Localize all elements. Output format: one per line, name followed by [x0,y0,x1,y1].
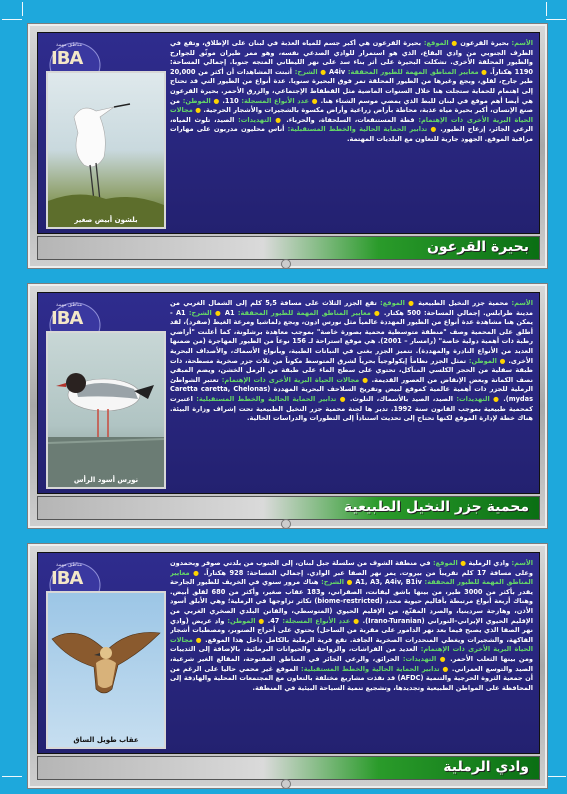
bullet-dot: ● [496,356,506,365]
bullet-dot: ● [489,394,500,403]
bullet-dot: ● [192,106,202,115]
bullet-dot: ● [448,39,458,47]
crop-mark [546,2,547,16]
crop-mark [2,776,22,777]
field-text: قطة المستنقعات، السلحفاة، والحرباء. [282,115,415,124]
bullet-dot: ● [350,616,360,625]
field-label: مجالات الحياة البرية الأخرى ذات الإهتمام: [170,106,533,124]
title-bar [37,236,540,260]
field-label: تدابير الحماية الحالية والخطط المستقبلية: [192,394,337,403]
field-text: أناس محليون مدربون على مهارات مراقبة الموقع. الجهود جارية للتعاون مع البلديات المهتمة. [170,125,533,143]
crop-mark [546,19,566,20]
bird-photo [46,71,166,229]
registration-mark [281,779,291,789]
field-label: عدد الأنواع المسجلة: [238,96,309,105]
card-palm-islands [27,283,548,529]
card-qaraoun-lake [27,23,548,269]
field-text: تقع الجزر الثلاث على مسافة 5,5 كلم إلى الشمال الغربي من مدينة طرابلس. إجمالي المساحة: 500 هكتار. [170,299,533,317]
registration-mark [281,259,291,269]
field-label: تدابير الحماية الحالية والخطط المستقبلية: [298,664,440,673]
bullet-dot: ● [271,115,283,124]
bird-photo [46,591,166,749]
field-text: A1 [221,308,235,317]
field-label: الشرح: [292,67,318,76]
field-text: الموقع غير محمي حاليا على الرغم من أن جمعية الثروة الحرجية والتنمية (AFDC) قد نفذت مشاريع مختلفة بالتعاون مع المجتمعات المحلية والهادفة إلى المحافظة على المواطن الطبيعية وتجديدها، وتشجيع تنمية السياحة البيئية في المنطقة. [170,664,533,692]
logo-line-1: مناطق مهمة [56,302,83,308]
card-wadi-ramliyeh [27,543,548,789]
field-text: A4iv [326,67,346,76]
logo-line-1: مناطق مهمة [56,42,83,48]
crop-mark [2,19,22,20]
field-label: الموقع: [421,39,449,47]
bullet-dot: ● [308,96,318,105]
field-label: الأسم: [509,559,533,567]
title-bar [37,496,540,520]
title-bar [37,756,540,780]
field-text: 1190 هكتاراً. [487,67,533,76]
field-label: معايير المناطق المهمة للطيور المحققة: [345,67,479,76]
field-text: الصيد، تلوث المياه، الرعي الجائر، إزعاج الطيور. [170,115,533,134]
crop-mark [546,776,566,777]
gull-illustration [48,333,164,487]
card-panel [37,292,540,494]
field-label: مجالات الحياة البرية الأخرى ذات الإهتمام: [218,375,360,384]
bullet-dot: ● [439,664,449,673]
field-label: الموقع: [376,299,405,307]
field-label: التهديدات: [234,115,272,124]
card-panel [37,552,540,754]
field-label: التهديدات: [399,654,437,663]
bullet-dot: ● [210,96,220,105]
field-text: من صنع الإنسان، أكبر بحيرة مياه عذبة، محاطة بأراض زراعية وأراض مكسوة بالشجيرات والأشجار الحرجية. [170,96,533,115]
bullet-dot: ● [370,308,381,317]
site-title: محمية جزر النخيل الطبيعية [343,499,529,515]
field-text: 47. [264,616,280,625]
site-description [170,39,533,227]
field-text: وادي الرملية [466,559,510,567]
photo-caption: بلشون أبيض صغير [74,216,138,224]
field-text: بحيرة القرعون هي أكبر جسم للمياه العذبة في لبنان على الإطلاق، وتقع في الطرف الجنوبي من وادي البقاع، الذي هو استمرار للوادي الصدعي نفسه، وهو ممر طيران موثّق للجوارح والطيور المحلقة الأخرى. تشكلت البحيرة على أثر بناء سد على نهر الليطاني المتجه جنوبا. إجمالي المساحة: [170,39,533,67]
field-text: A1, A3, A4iv, B1iv [352,578,422,587]
card-panel [37,32,540,234]
bullet-dot: ● [189,568,201,577]
field-text: A1 - يمكن هنا مشاهدة عدة أنواع من الطيور المهددة عالمياً مثل نورس ادون، وبجع دلماشيا ومرعة الغيط (صفرد)، لقد أطلق على المحمية وصف "منطقة متوسطية محمية بصورة خاصة" بموجب معاهدة برشلونة، كما أعلنت "أراضي رطبة ذات أهمية دولية خاصة" (رامسار – 2001). هي موقع استراحة لـ 156 نوعاً من الطيور المهاجرة (من ضمنها العديد من الأنواع النادرة والمهددة). تتميز الجزر بغنى في النباتات الطبية، وبأنواع الأسماك، والأصداف البحرية الأخرى. [170,308,533,365]
field-text: محمية جزر النخيل الطبيعية [414,299,509,307]
field-text: أثبتت المشاهدات أن أكثر من 20,000 طير جارح، لقلق، وبجع وغيرها من الطيور المحلقة تمر فوق البحيرة سنويا. عدة أنواع من الطيور التي قد تحتاج إلى اهتمام للحماية ستجلت هنا خلال السنوات الماضية مثل القطقاط الإجتماعي، والزرق الأحمر. بحيرة القرعون هي أيضا أهم موقع في لبنان للبط الذي يمضي موسم الشتاء هنا. [170,67,533,105]
photo-caption: نورس أسود الرأس [73,476,139,484]
photo-caption: عقاب طويل الساق [73,736,139,744]
field-label: الموطن: [180,96,211,105]
bullet-dot: ● [336,394,347,403]
bullet-dot: ● [404,299,415,307]
logo-text: IBA [51,568,83,589]
field-label: عدد الأنواع المسجلة: [279,616,351,625]
site-description [170,559,533,747]
field-text: الحرائق، والرعي الجائر في المناطق المفتوحة، المقالع الغير شرعية، الصيد والتوسع العمراني. [170,654,533,673]
logo-text: IBA [51,308,83,329]
bullet-dot: ● [317,67,327,76]
bullet-dot: ● [427,125,438,134]
field-text: واد عريض (وادي نهر الصفا الذي يصبح فيما بعد نهر الدامور على مقربة من الساحل) يحتوي على أحراج الصنوبر، ومصطبات أشجار الفاكهة، والشجيرات ويغطي المنحدرات الصخرية الجافة. تقع قرية الرملية بالكامل داخل هذا الموقع. [170,616,533,644]
buzzard-illustration [48,593,164,747]
field-label: الأسم: [508,39,533,47]
bullet-dot: ● [192,635,203,644]
field-label: الشرح: [185,308,212,317]
field-label: الأسم: [508,299,533,307]
field-text: اعتبرت كمحمية طبيعية بموجب القانون سنة 1992. تدير ها لجنة محمية جزر النخيل الطبيعية تحت إشراف وزارة البيئة. هناك خطة لإدارة الموقع لكنها تحتاج إلى تحديث استناداً إلى التطورات والدراسات الحالية. [170,394,533,423]
field-text: العديد من الفراشات، والزواحف والحيوانات البرمائية، بالإضافة إلى الثدييات ومن بينها الثعلب الأحمر. [170,645,533,663]
bullet-dot: ● [211,308,222,317]
logo-line-1: مناطق مهمة [56,562,83,568]
egret-illustration [48,73,164,227]
field-label: معايير المناطق المهمة للطيور المحققة: [170,568,533,587]
site-description [170,299,533,487]
field-label: معايير المناطق المهمة للطيور المحققة: [234,308,371,317]
bullet-dot: ● [457,559,467,567]
logo-text: IBA [51,48,83,69]
field-text: 110. [219,96,239,105]
field-text: تمثل الجزر نظاماً إيكولوجياً بحرياً لشرق المتوسط مكوناً من ثلاث جزر صخرية مسطحة، ذات طبقة سفلية من الحجر الكلسي المتآكل، تحتوي على سطح الماء على طبقة من الرمل الخشن، ويضم المبقي نصف الكمانة وبعض الإنقاض من العصور القديمة. [170,356,533,384]
field-label: الموطن: [224,616,256,625]
field-text: بحيرة القرعون [457,39,509,47]
field-text: هناك مرور سنوي في الخريف للطيور الجارحة يقدر بأكثر من 3000 طير، من بينها باشق ليفانت، الصقراني، و183 عقاب صغير، وأكثر من 680 لقلق أبيض. وهناك أربعة أنواع مرتبطة بأقاليم حيوية محدد (biome-restricted) تكاثر تزاوجها في الرملية؛ وهي الأبلق أسود الأذن، وهازجة سردينيا، والصرد المقنّع، من الإقليم الحيوي (المتوسطي، والقاتن البلدي الصخري الغربي من الإقليم الحيوي الإيراني–التوراني (Irano-Turanian). [170,578,533,625]
site-title: وادي الرملية [443,759,529,775]
field-label: التهديدات: [453,394,490,403]
site-title: بحيرة القرعون [426,239,529,255]
field-label: الشرح: [318,578,345,587]
bullet-dot: ● [478,67,488,76]
bird-photo [46,331,166,489]
bullet-dot: ● [359,375,369,384]
bullet-dot: ● [255,616,265,625]
field-label: مجالات الحياة البرية الأخرى ذات الإهتمام: [170,635,533,654]
field-label: تدابير الحماية الحالية والخطط المستقبلية: [284,125,428,134]
field-text: في منطقة الشوف من سلسلة جبل لبنان، إلى الجنوب من بلدتي صوفر وبحمدون وعلى مسافة 17 كلم تقريباً من بيروت. يمر نهر الصفا عبر الوادي. إجمالي المساحة: 928 هكتاراً. [170,559,533,577]
bullet-dot: ● [436,654,447,663]
field-label: الموطن: [466,356,497,365]
registration-mark [281,519,291,529]
field-text: تعتبر الشواطئ الرملية للجزر ذات أهمية عالمية كموقع لبيض وتفريخ السلاحف البحرية المهددة (Caretta caretta, Chelonas mydas). [170,375,533,403]
field-text: الصيد، الصيد بالأسماك، التلوث. [346,394,454,403]
bullet-dot: ● [344,578,353,587]
crop-mark [22,2,23,16]
field-label: الموقع: [430,559,458,567]
